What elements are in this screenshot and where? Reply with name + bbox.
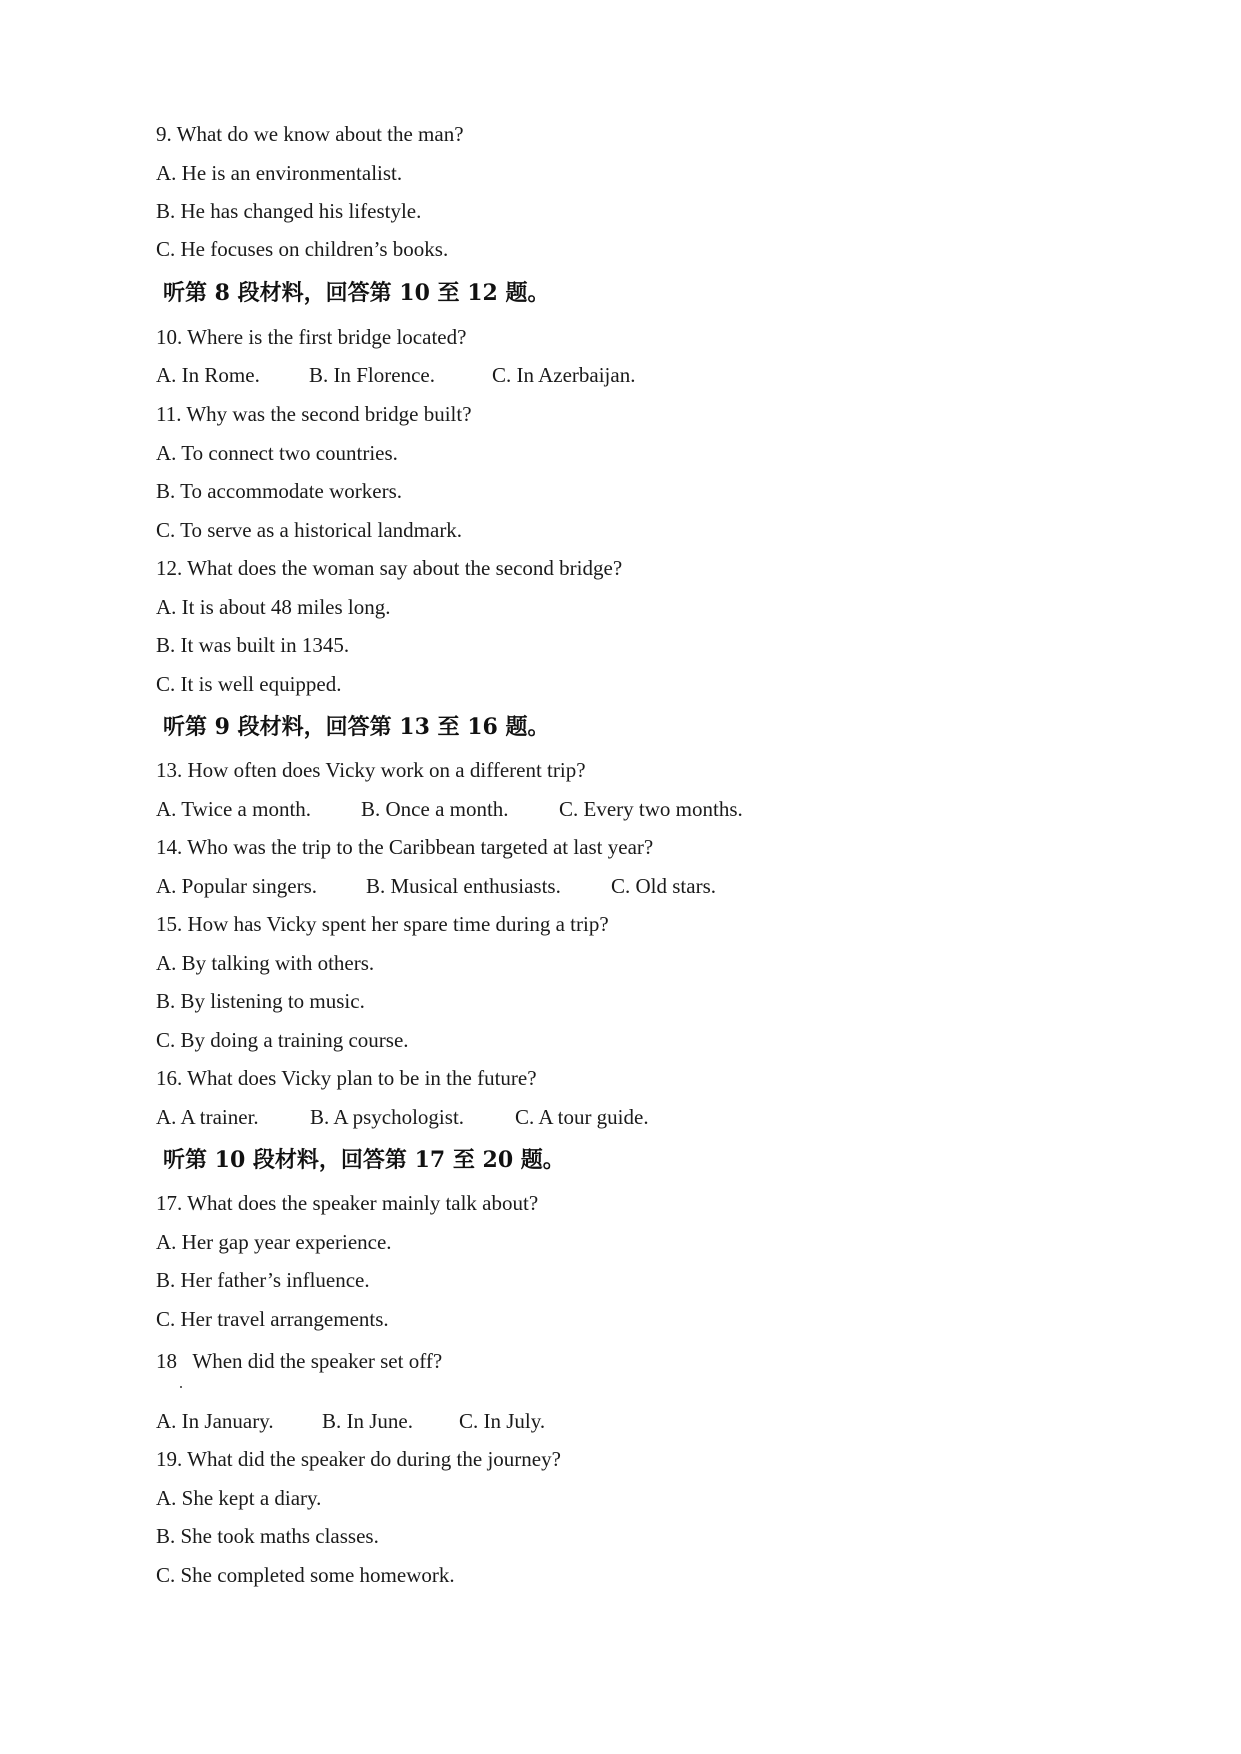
q13-option-a: A. Twice a month. [156,797,312,821]
question-13: 13. How often does Vicky work on a different trip? [156,758,586,782]
section-heading-10: 听第 10 段材料，回答第 17 至 20 题。 [163,1147,565,1173]
question-15: 15. How has Vicky spent her spare time during a trip? [156,912,609,936]
q16-option-c: C. A tour guide. [515,1105,649,1129]
q16-option-a: A. A trainer. [156,1105,259,1129]
question-10: 10. Where is the first bridge located? [156,325,467,349]
q12-option-c: C. It is well equipped. [156,672,342,696]
q10-option-a: A. In Rome. [156,363,260,387]
q18-options [156,1409,545,1433]
question-9: 9. What do we know about the man? [156,122,464,146]
q19-option-b: B. She took maths classes. [156,1524,379,1548]
q16-option-b: B. A psychologist. [310,1105,465,1129]
q9-option-b: B. He has changed his lifestyle. [156,199,422,223]
question-11: 11. Why was the second bridge built? [156,402,472,426]
q10-options [156,363,635,387]
question-18: 18 When did the speaker set off? [156,1349,443,1373]
q17-option-a: A. Her gap year experience. [156,1230,392,1254]
q14-option-a: A. Popular singers. [156,874,317,898]
q16-options [156,1105,649,1129]
q19-option-c: C. She completed some homework. [156,1563,455,1587]
q17-option-c: C. Her travel arrangements. [156,1307,389,1331]
section-heading-9: 听第 9 段材料，回答第 13 至 16 题。 [163,714,550,740]
q12-option-b: B. It was built in 1345. [156,633,350,657]
q10-option-b: B. In Florence. [309,363,435,387]
question-19: 19. What did the speaker do during the journey? [156,1447,561,1471]
q9-option-c: C. He focuses on children’s books. [156,237,449,261]
q18-option-a: A. In January. [156,1409,274,1433]
q13-options [156,797,743,821]
q15-option-a: A. By talking with others. [156,951,375,975]
q14-option-b: B. Musical enthusiasts. [366,874,561,898]
q18-option-c: C. In July. [459,1409,546,1433]
question-12: 12. What does the woman say about the second bridge? [156,556,623,580]
q15-option-b: B. By listening to music. [156,989,365,1013]
question-17: 17. What does the speaker mainly talk about? [156,1191,539,1215]
q12-option-a: A. It is about 48 miles long. [156,595,391,619]
q13-option-b: B. Once a month. [361,797,509,821]
q19-option-a: A. She kept a diary. [156,1486,322,1510]
q17-option-b: B. Her father’s influence. [156,1268,370,1292]
q11-option-a: A. To connect two countries. [156,441,398,465]
q9-option-a: A. He is an environmentalist. [156,161,403,185]
question-14: 14. Who was the trip to the Caribbean targeted at last year? [156,835,654,859]
q10-option-c: C. In Azerbaijan. [492,363,636,387]
stray-dot [180,1386,182,1388]
q13-option-c: C. Every two months. [559,797,743,821]
q14-options [156,874,716,898]
q15-option-c: C. By doing a training course. [156,1028,409,1052]
section-heading-8: 听第 8 段材料，回答第 10 至 12 题。 [163,280,550,306]
q18-option-b: B. In June. [322,1409,413,1433]
q14-option-c: C. Old stars. [611,874,716,898]
question-16: 16. What does Vicky plan to be in the future? [156,1066,537,1090]
q11-option-b: B. To accommodate workers. [156,479,402,503]
q11-option-c: C. To serve as a historical landmark. [156,518,463,542]
